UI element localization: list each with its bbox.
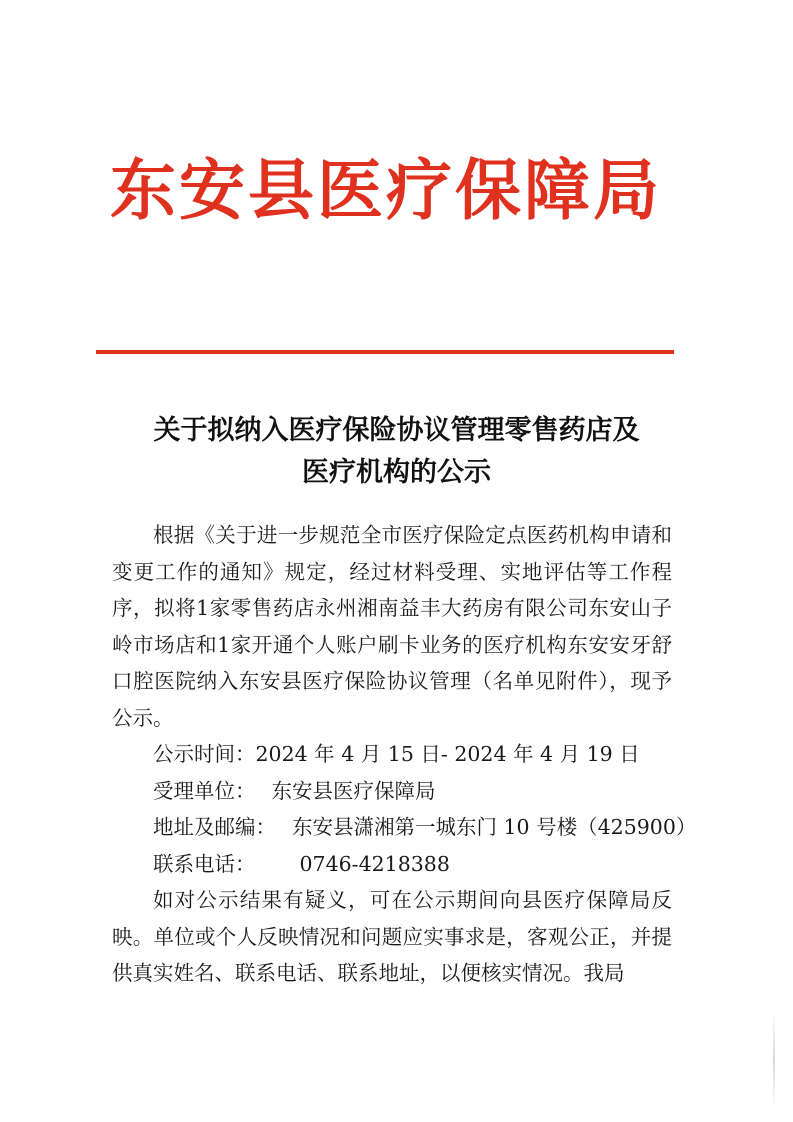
- address-line: [112, 809, 697, 846]
- document-title: [60, 410, 733, 494]
- document-title-line-2: 医疗机构的公示: [302, 457, 491, 488]
- red-divider-line: [96, 350, 674, 354]
- publicity-time-value: 2024 年 4 月 15 日- 2024 年 4 月 19 日: [255, 742, 640, 766]
- contact-phone-line: [112, 846, 672, 883]
- body-paragraph-objection: 如对公示结果有疑义，可在公示期间向县医疗保障局反映。单位或个人反映情况和问题应实事求是，客观公正，并提供真实姓名、联系电话、联系地址，以便核实情况。我局: [112, 888, 672, 985]
- contact-phone-value: 0746-4218388: [299, 851, 450, 876]
- body-paragraph-intro: 根据《关于进一步规范全市医疗保险定点医药机构申请和变更工作的通知》规定，经过材料受理、实地评估等工作程序，拟将1家零售药店永州湘南益丰大药房有限公司东安山子岭市场店和1家开通个人账户刷卡业务的医疗机构东安安牙舒口腔医院纳入东安县医疗保险协议管理（名单见附件），现予公示。: [112, 523, 672, 730]
- accepting-unit-value: 东安县医疗保障局: [271, 778, 436, 803]
- publicity-time-line: [112, 736, 672, 773]
- accepting-unit-line: [112, 773, 672, 810]
- document-body: [112, 517, 697, 992]
- scan-edge-mark: [773, 1010, 775, 1110]
- address-value: 东安县潇湘第一城东门 10 号楼（425900）: [292, 815, 697, 839]
- address-label: 地址及邮编：: [153, 815, 276, 839]
- document-title-line-1: 关于拟纳入医疗保险协议管理零售药店及: [153, 415, 640, 446]
- accepting-unit-label: 受理单位：: [153, 778, 256, 803]
- contact-phone-label: 联系电话：: [153, 851, 256, 876]
- publicity-time-label: 公示时间：: [153, 742, 256, 766]
- agency-header-title: 东安县医疗保障局: [110, 151, 662, 229]
